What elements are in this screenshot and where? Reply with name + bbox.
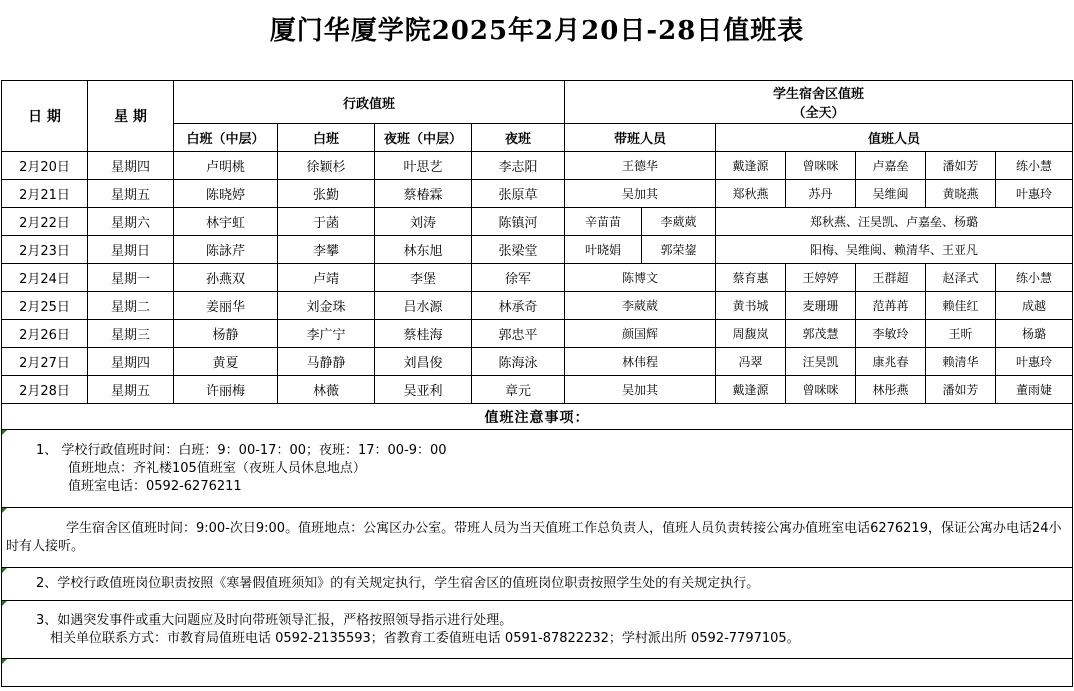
cell-staff: 卢嘉垒 — [856, 152, 926, 180]
cell-leader: 叶晓娟 — [565, 236, 642, 264]
cell-staff: 冯翠 — [716, 348, 786, 376]
cell-weekday: 星期日 — [88, 236, 174, 264]
cell-weekday: 星期四 — [88, 152, 174, 180]
cell-night: 徐军 — [472, 264, 565, 292]
cell-night: 李志阳 — [472, 152, 565, 180]
cell-leader: 李葳葳 — [565, 292, 716, 320]
cell-day-mid: 姜丽华 — [174, 292, 278, 320]
cell-date: 2月28日 — [2, 376, 88, 404]
note-dorm-duty — [2, 508, 1073, 568]
cell-marker-icon — [2, 659, 7, 664]
cell-weekday: 星期六 — [88, 208, 174, 236]
cell-leader: 郭荣鋆 — [642, 236, 716, 264]
cell-date: 2月24日 — [2, 264, 88, 292]
table-row — [2, 292, 1073, 320]
note-item-2-text: 2、学校行政值班岗位职责按照《寒暑假值班须知》的有关规定执行，学生宿舍区的值班岗位职责按照学生处的有关规定执行。 — [36, 576, 760, 591]
header-dorm-duty-title: 学生宿舍区值班 — [773, 87, 865, 102]
cell-day: 于菡 — [278, 208, 375, 236]
note-item-3-line-1: 3、如遇突发事件或重大问题应及时向带班领导汇报，严格按照领导指示进行处理。 — [36, 612, 513, 628]
cell-staff: 范苒苒 — [856, 292, 926, 320]
cell-staff: 董雨婕 — [996, 376, 1073, 404]
cell-staff: 蔡育惠 — [716, 264, 786, 292]
cell-date: 2月27日 — [2, 348, 88, 376]
cell-night-mid: 蔡椿霖 — [375, 180, 472, 208]
cell-day-mid: 林宇虹 — [174, 208, 278, 236]
cell-staff-list: 阳梅、吴维闽、赖清华、王亚凡 — [716, 236, 1073, 264]
note-item-1-line-3: 值班室电话：0592-6276211 — [68, 478, 242, 494]
cell-day: 李攀 — [278, 236, 375, 264]
cell-staff: 练小慧 — [996, 152, 1073, 180]
table-row — [2, 264, 1073, 292]
cell-leader: 林伟程 — [565, 348, 716, 376]
cell-date: 2月26日 — [2, 320, 88, 348]
header-night: 夜班 — [472, 124, 565, 152]
table-row — [2, 376, 1073, 404]
cell-staff: 康兆春 — [856, 348, 926, 376]
cell-weekday: 星期二 — [88, 292, 174, 320]
cell-day-mid: 黄夏 — [174, 348, 278, 376]
header-night-mid: 夜班（中层） — [375, 124, 472, 152]
cell-staff: 王昕 — [926, 320, 996, 348]
cell-night-mid: 刘涛 — [375, 208, 472, 236]
cell-leader: 吴加其 — [565, 376, 716, 404]
cell-night-mid: 叶思艺 — [375, 152, 472, 180]
cell-marker-icon — [2, 601, 7, 606]
cell-night: 章元 — [472, 376, 565, 404]
duty-table — [1, 80, 1073, 687]
cell-marker-icon — [2, 508, 7, 513]
cell-weekday: 星期一 — [88, 264, 174, 292]
cell-staff: 黄书城 — [716, 292, 786, 320]
cell-weekday: 星期五 — [88, 180, 174, 208]
note-item-1-line-2: 值班地点：齐礼楼105值班室（夜班人员休息地点） — [68, 460, 366, 476]
cell-day: 李广宁 — [278, 320, 375, 348]
cell-day-mid: 卢明桃 — [174, 152, 278, 180]
cell-staff: 曾咪咪 — [786, 152, 856, 180]
cell-staff: 汪昊凯 — [786, 348, 856, 376]
cell-staff: 周馥岚 — [716, 320, 786, 348]
cell-staff: 李敏玲 — [856, 320, 926, 348]
cell-staff: 吴维闽 — [856, 180, 926, 208]
cell-staff: 戴逢源 — [716, 152, 786, 180]
cell-night-mid: 吕水源 — [375, 292, 472, 320]
cell-staff: 叶惠玲 — [996, 180, 1073, 208]
cell-night-mid: 吴亚利 — [375, 376, 472, 404]
table-row — [2, 320, 1073, 348]
table-row — [2, 152, 1073, 180]
cell-night: 陈镇河 — [472, 208, 565, 236]
header-day-mid: 白班（中层） — [174, 124, 278, 152]
cell-weekday: 星期四 — [88, 348, 174, 376]
cell-day-mid: 陈晓婷 — [174, 180, 278, 208]
header-admin-duty: 行政值班 — [174, 81, 565, 124]
header-dorm-duty-subtitle: （全天） — [792, 106, 845, 121]
cell-day: 张勤 — [278, 180, 375, 208]
cell-date: 2月25日 — [2, 292, 88, 320]
cell-leader: 陈博文 — [565, 264, 716, 292]
table-row — [2, 348, 1073, 376]
cell-night: 林承奇 — [472, 292, 565, 320]
table-row — [2, 208, 1073, 236]
cell-date: 2月22日 — [2, 208, 88, 236]
cell-night-mid: 林东旭 — [375, 236, 472, 264]
cell-staff: 潘如芳 — [926, 376, 996, 404]
header-date: 日 期 — [2, 81, 88, 152]
cell-marker-icon — [2, 430, 7, 435]
cell-day: 徐颖杉 — [278, 152, 375, 180]
cell-night: 陈海泳 — [472, 348, 565, 376]
cell-staff: 成越 — [996, 292, 1073, 320]
table-row — [2, 236, 1073, 264]
cell-night: 张梁堂 — [472, 236, 565, 264]
header-leader: 带班人员 — [565, 124, 716, 152]
cell-staff-list: 郑秋燕、汪昊凯、卢嘉垒、杨璐 — [716, 208, 1073, 236]
cell-staff: 赖清华 — [926, 348, 996, 376]
cell-staff: 潘如芳 — [926, 152, 996, 180]
cell-leader: 吴加其 — [565, 180, 716, 208]
note-item-1-line-1: 1、 学校行政值班时间：白班：9：00-17：00；夜班：17：00-9：00 — [36, 442, 447, 458]
cell-weekday: 星期三 — [88, 320, 174, 348]
table-row — [2, 180, 1073, 208]
cell-leader: 辛苗苗 — [565, 208, 642, 236]
cell-staff: 黄晓燕 — [926, 180, 996, 208]
cell-day: 马静静 — [278, 348, 375, 376]
header-weekday: 星 期 — [88, 81, 174, 152]
cell-day-mid: 杨静 — [174, 320, 278, 348]
notes-title: 值班注意事项： — [2, 404, 1073, 430]
header-day: 白班 — [278, 124, 375, 152]
cell-marker-icon — [2, 568, 7, 573]
cell-staff: 戴逢源 — [716, 376, 786, 404]
cell-night: 郭忠平 — [472, 320, 565, 348]
cell-day: 林薇 — [278, 376, 375, 404]
cell-day-mid: 许丽梅 — [174, 376, 278, 404]
cell-day: 卢靖 — [278, 264, 375, 292]
blank-row — [2, 659, 1073, 687]
cell-staff: 麦珊珊 — [786, 292, 856, 320]
cell-night-mid: 刘昌俊 — [375, 348, 472, 376]
cell-leader: 王德华 — [565, 152, 716, 180]
cell-date: 2月23日 — [2, 236, 88, 264]
cell-staff: 叶惠玲 — [996, 348, 1073, 376]
note-item-1 — [2, 430, 1073, 508]
cell-date: 2月21日 — [2, 180, 88, 208]
cell-staff: 赵泽式 — [926, 264, 996, 292]
cell-day: 刘金珠 — [278, 292, 375, 320]
header-staff: 值班人员 — [716, 124, 1073, 152]
cell-day-mid: 孙燕双 — [174, 264, 278, 292]
cell-leader: 颜国辉 — [565, 320, 716, 348]
cell-staff: 苏丹 — [786, 180, 856, 208]
header-dorm-duty — [565, 81, 1073, 124]
cell-staff: 赖佳红 — [926, 292, 996, 320]
cell-night-mid: 李堡 — [375, 264, 472, 292]
cell-night-mid: 蔡桂海 — [375, 320, 472, 348]
cell-staff: 林彤燕 — [856, 376, 926, 404]
cell-night: 张原草 — [472, 180, 565, 208]
cell-day-mid: 陈詠芹 — [174, 236, 278, 264]
cell-staff: 郑秋燕 — [716, 180, 786, 208]
page-title: 厦门华厦学院2025年2月20日-28日值班表 — [269, 16, 805, 46]
cell-staff: 王婷婷 — [786, 264, 856, 292]
note-item-2 — [2, 568, 1073, 601]
cell-leader: 李葳葳 — [642, 208, 716, 236]
note-item-3 — [2, 601, 1073, 659]
cell-staff: 王群超 — [856, 264, 926, 292]
note-dorm-duty-text: 学生宿舍区值班时间：9:00-次日9:00。值班地点：公寓区办公室。带班人员为当天值班工作总负责人，值班人员负责转接公寓办值班室电话6276219，保证公寓办电话24小时有人接听。 — [6, 520, 1062, 554]
cell-staff: 郭茂慧 — [786, 320, 856, 348]
cell-staff: 杨璐 — [996, 320, 1073, 348]
cell-weekday: 星期五 — [88, 376, 174, 404]
cell-staff: 练小慧 — [996, 264, 1073, 292]
cell-date: 2月20日 — [2, 152, 88, 180]
cell-staff: 曾咪咪 — [786, 376, 856, 404]
note-item-3-line-2: 相关单位联系方式：市教育局值班电话 0592-2135593；省教育工委值班电话 0591-87822232；学村派出所 0592-7797105。 — [50, 630, 800, 646]
